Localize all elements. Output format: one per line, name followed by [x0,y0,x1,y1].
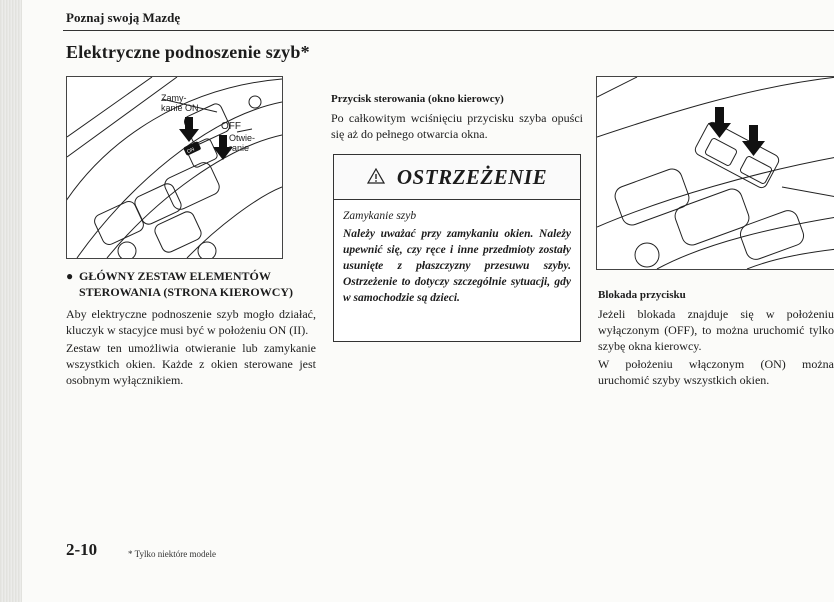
press-arrow-right [742,125,765,156]
master-controls-heading [66,268,316,300]
header-rule [63,30,834,31]
heading-line-2: STEROWANIA (STRONA KIEROWCY) [79,285,294,299]
warning-box [333,154,581,342]
lock-button-illustration [596,76,834,270]
driver-button-heading: Przycisk sterowania (okno kierowcy) [331,93,504,105]
label-opening: Otwie- ranie [229,133,256,153]
left-column [66,268,316,390]
lock-on-paragraph: W położeniu włączonym (ON) można uruchomić szyby wszystkich okien. [598,357,834,387]
driver-button-paragraph: Po całkowitym wciśnięciu przycisku szyba opuści się aż do pełnego otwarcia okna. [331,111,583,141]
lock-off-paragraph: Jeżeli blokada znajduje się w położeniu wyłączonym (OFF), to można uruchomić tylko szybę okna kierowcy. [598,307,834,353]
svg-text:ON: ON [186,146,196,156]
paragraph-all-windows: Zestaw ten umożliwia otwieranie lub zamykanie wszystkich okien. Każde z okien sterowane jest osobnym wyłącznikiem. [66,341,316,387]
label-off: OFF [221,121,241,132]
middle-column [331,92,583,144]
section-title: Elektryczne podnoszenie szyb* [66,42,310,62]
warning-title: OSTRZEŻENIE [396,164,548,189]
warning-subtitle: Zamykanie szyb [343,210,417,222]
heading-line-1: GŁÓWNY ZESTAW ELEMENTÓW [79,269,271,283]
paragraph-ignition: Aby elektryczne podnoszenie szyb mogło działać, kluczyk w stacyjce musi być w położeniu ON (II). [66,307,316,337]
warning-text: Należy uważać przy zamykaniu okien. Należy upewnić się, czy ręce i inne przedmioty zostały usunięte z płaszczyzny przesuwu szyby. Ostrzeżenie to dotyczy szczególnie sytuacji, gdy w samochodzie są dzieci. [343,228,571,304]
page-header: Poznaj swoją Mazdę [66,10,181,25]
warning-header [334,155,580,200]
label-closing: Zamy- kanie ON [161,93,199,113]
lock-button-drawing [597,77,834,269]
bullet-marker: ● [66,269,74,283]
press-arrow-on [179,117,199,142]
lock-button-heading: Blokada przycisku [598,289,686,301]
book-binding-edge [0,0,22,602]
page-number: 2-10 [66,540,98,559]
master-switch-illustration [66,76,283,259]
right-column [598,288,834,390]
footnote: * Tylko niektóre modele [128,549,216,559]
warning-triangle-icon [367,165,385,190]
